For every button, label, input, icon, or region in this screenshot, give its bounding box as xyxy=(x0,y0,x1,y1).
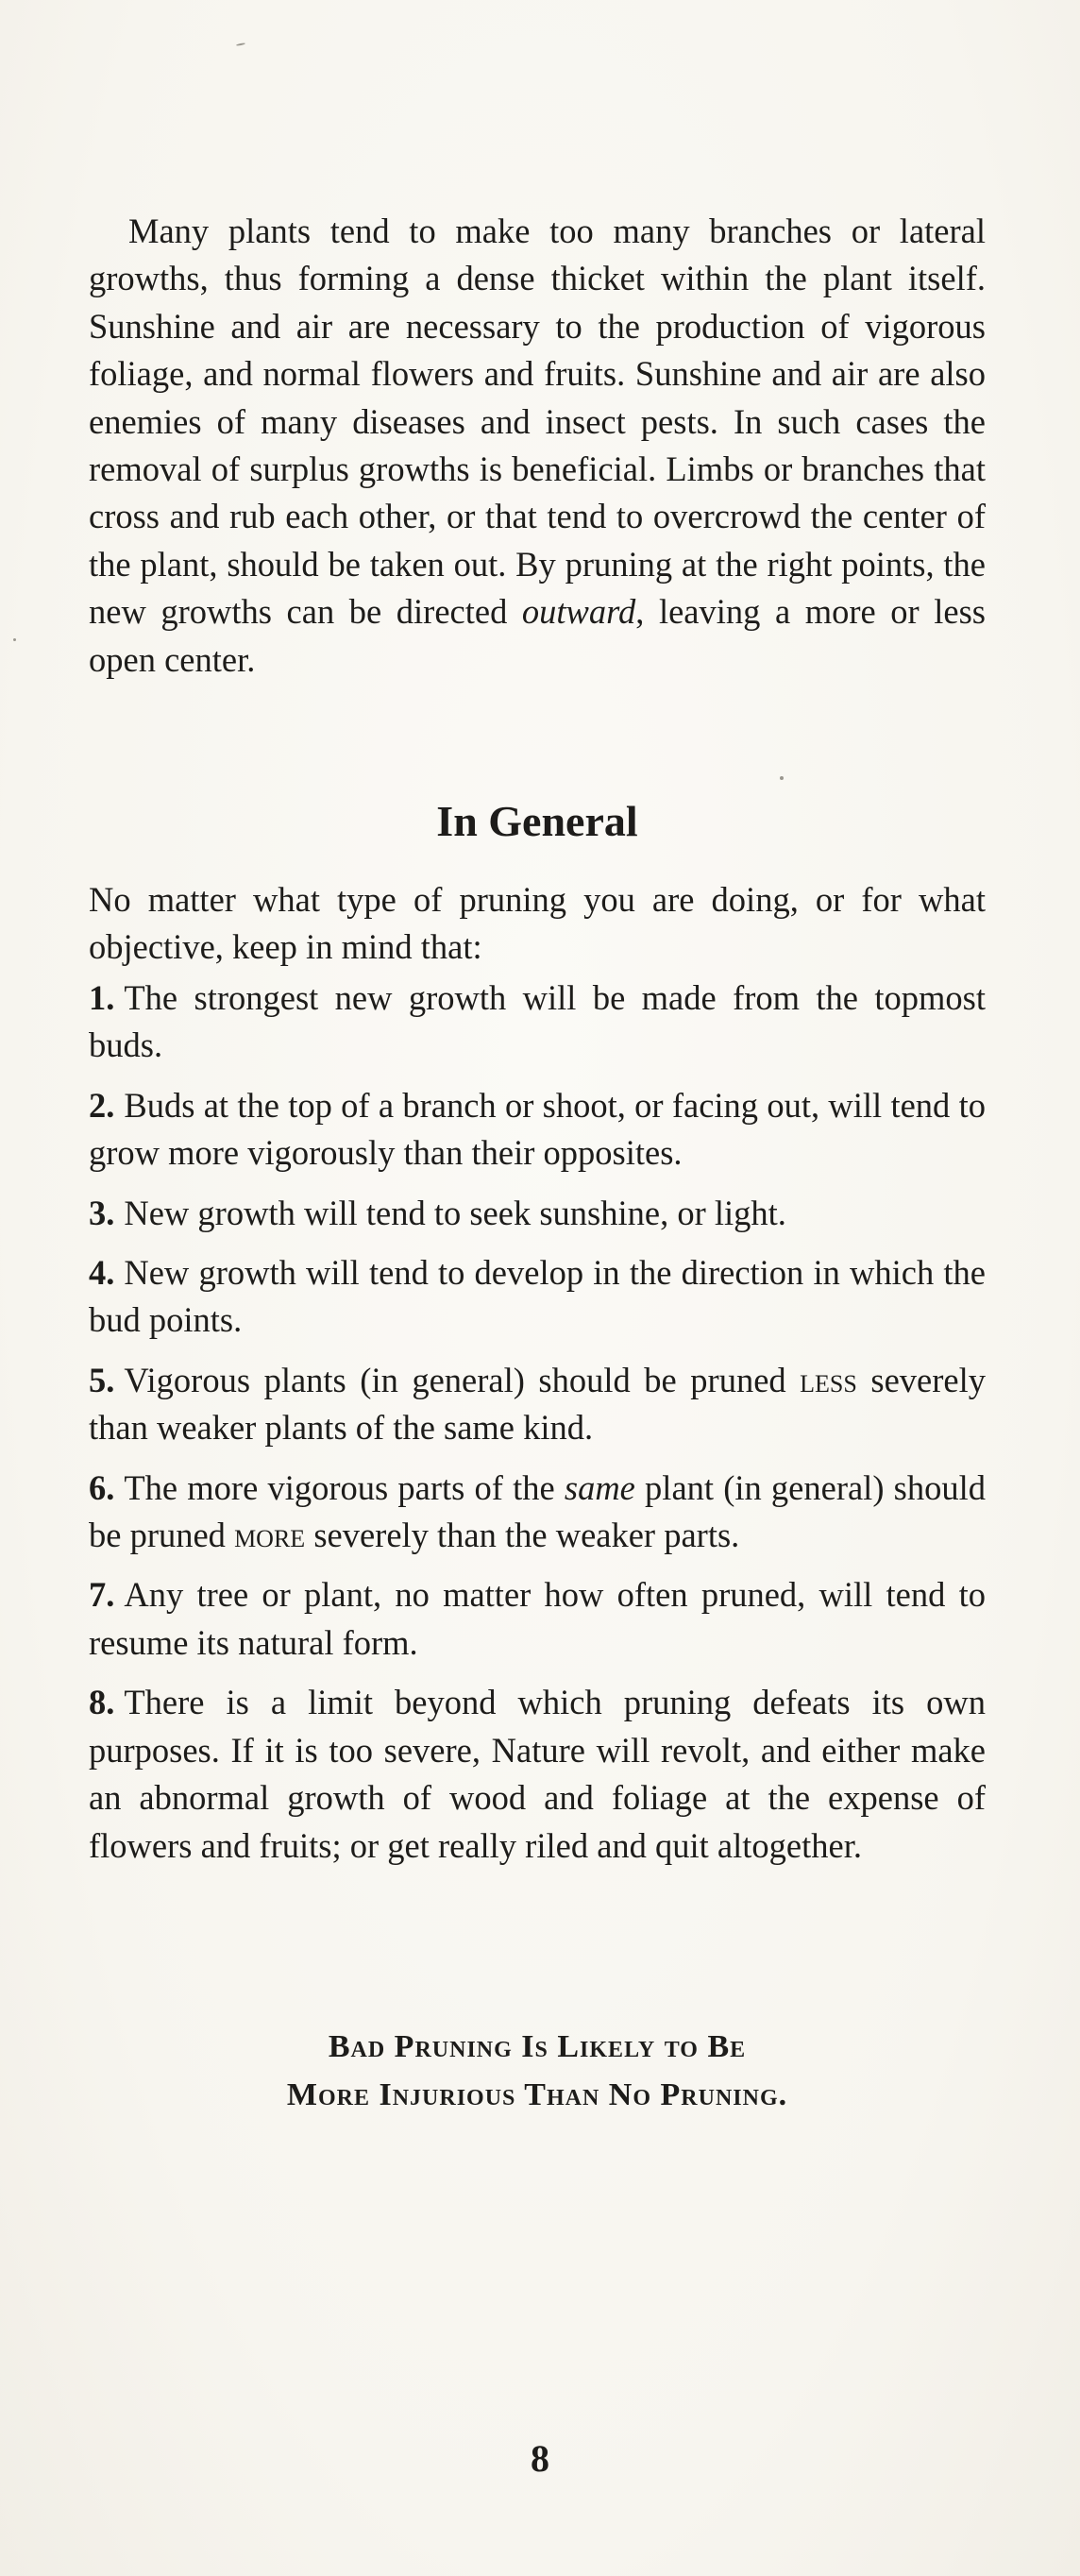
paper-speck xyxy=(236,42,245,46)
rule-number: 1. xyxy=(89,978,115,1017)
intro-paragraph xyxy=(89,208,986,684)
rule-number: 3. xyxy=(89,1193,115,1232)
rule-8 xyxy=(89,1679,986,1870)
rule-number: 5. xyxy=(89,1360,115,1399)
rule-text: Vigorous plants (in general) should be pruned xyxy=(124,1360,801,1399)
rule-text-end: severely than the weaker parts. xyxy=(305,1516,740,1555)
rule-small-caps: more xyxy=(234,1516,306,1555)
rule-number: 7. xyxy=(89,1575,115,1615)
closing-line-1: Bad Pruning Is Likely to Be xyxy=(328,2029,747,2064)
rule-6 xyxy=(89,1465,986,1560)
section-heading: In General xyxy=(436,797,638,845)
page-number: 8 xyxy=(531,2437,549,2480)
rule-text: Buds at the top of a branch or shoot, or facing out, will tend to grow more vigorously than their opposites. xyxy=(89,1085,986,1173)
intro-text: Many plants tend to make too many branches or lateral growths, thus forming a dense thicket within the plant itself. Sunshine and air are necessary to the production of vigorous foliage, and normal flowers and fruits. Sunshine and air are also enemies of many diseases and insect pests. In such cases the removal of surplus growths is beneficial. Limbs or branches that cross and rub each other, or that tend to overcrowd the center of the plant, should be taken out. By pruning at the right points, the new growths can be directed xyxy=(89,212,986,632)
paper-speck xyxy=(780,776,784,780)
rule-text: There is a limit beyond which pruning defeats its own purposes. If it is too severe, Nature will revolt, and either make an abnormal growth of wood and foliage at the expense of flowers and fruits; or get really riled and quit altogether. xyxy=(89,1683,986,1865)
pruning-rules-list xyxy=(89,974,986,1882)
rule-1 xyxy=(89,974,986,1070)
intro-emphasis: outward xyxy=(521,592,636,632)
closing-statement xyxy=(89,2023,986,2119)
rule-text-end: severely than weaker plants of the same kind. xyxy=(89,1360,986,1448)
rule-text-middle: plant (in general) should be pruned xyxy=(89,1467,986,1555)
rule-3 xyxy=(89,1190,986,1237)
rule-number: 2. xyxy=(89,1085,115,1125)
rule-text: The more vigorous parts of the xyxy=(124,1467,565,1507)
rule-5 xyxy=(89,1357,986,1452)
rule-4 xyxy=(89,1249,986,1345)
intro-text-end: , leaving a more or less open center. xyxy=(89,592,986,679)
rule-text: New growth will tend to develop in the direction in which the bud points. xyxy=(89,1253,986,1340)
rule-text: The strongest new growth will be made from the topmost buds. xyxy=(89,978,986,1065)
rule-small-caps: less xyxy=(800,1360,857,1399)
closing-line-2: More Injurious Than No Pruning. xyxy=(286,2077,788,2112)
lead-paragraph: No matter what type of pruning you are doing, or for what objective, keep in mind that: xyxy=(89,880,986,967)
rule-text: New growth will tend to seek sunshine, or light. xyxy=(124,1193,786,1232)
rule-number: 6. xyxy=(89,1467,115,1507)
rule-7 xyxy=(89,1571,986,1667)
rule-text: Any tree or plant, no matter how often pruned, will tend to resume its natural form. xyxy=(89,1575,986,1662)
rule-number: 4. xyxy=(89,1253,115,1293)
rule-number: 8. xyxy=(89,1683,115,1722)
rule-2 xyxy=(89,1082,986,1178)
rule-emphasis: same xyxy=(564,1467,635,1507)
paper-speck xyxy=(13,638,16,641)
